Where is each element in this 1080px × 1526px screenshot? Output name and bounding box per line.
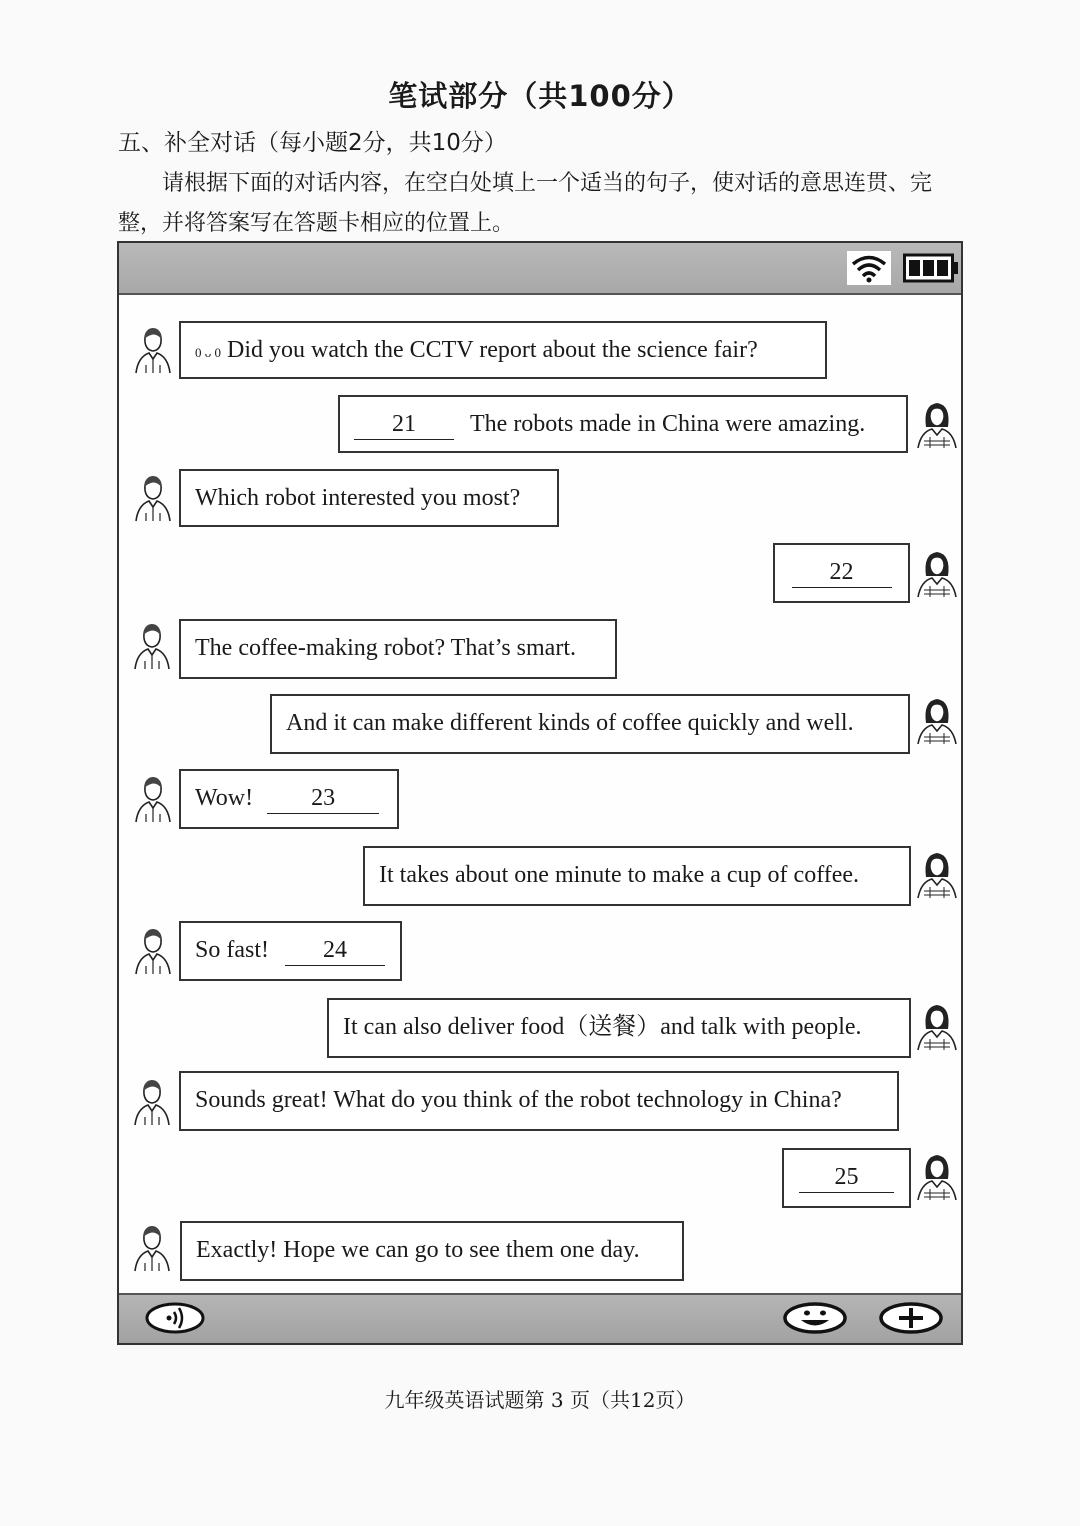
girl-avatar (914, 399, 960, 449)
answer-blank-24: 24 (285, 935, 385, 966)
message-girl-4 (363, 846, 911, 906)
message-girl-3 (270, 694, 910, 754)
page-title: 笔试部分（共100分） (388, 79, 692, 113)
girl-avatar (914, 1001, 960, 1051)
message-text: The coffee-making robot? That’s smart. (195, 635, 576, 661)
message-text: And it can make different kinds of coffee quickly and well. (286, 710, 854, 736)
answer-blank-25: 25 (799, 1162, 894, 1193)
boy-avatar (129, 621, 175, 671)
message-girl-1 (338, 395, 908, 453)
answer-blank-23: 23 (267, 783, 379, 814)
voice-icon[interactable] (145, 1301, 205, 1335)
section-heading: 五、补全对话（每小题2分，共10分） (118, 130, 507, 156)
message-text: Sounds great! What do you think of the robot technology in China? (195, 1087, 842, 1113)
girl-avatar (914, 1151, 960, 1201)
add-icon[interactable] (879, 1301, 943, 1335)
message-text: Exactly! Hope we can go to see them one day. (196, 1237, 640, 1263)
message-boy-4 (179, 769, 399, 829)
boy-avatar (130, 926, 176, 976)
phone-frame (117, 241, 963, 1345)
message-boy-1 (179, 321, 827, 379)
message-girl-2 (773, 543, 910, 603)
message-boy-5 (179, 921, 402, 981)
message-text: It can also deliver food（送餐）and talk with people. (343, 1014, 862, 1040)
boy-avatar (129, 1223, 175, 1273)
answer-blank-21: 21 (354, 409, 454, 440)
boy-avatar (130, 325, 176, 375)
message-boy-7 (180, 1221, 684, 1281)
message-text: Wow! (195, 785, 254, 811)
wifi-icon (847, 251, 891, 285)
instructions-text: 请根据下面的对话内容，在空白处填上一个适当的句子，使对话的意思连贯、完整，并将答案写在答题卡相应的位置上。 (118, 171, 933, 236)
battery-icon (903, 253, 959, 283)
face-mark: 0 ᴗ 0 (195, 345, 221, 360)
message-text: The robots made in China were amazing. (470, 411, 866, 437)
message-boy-6 (179, 1071, 899, 1131)
status-bar (119, 243, 961, 295)
answer-blank-22: 22 (792, 557, 892, 588)
boy-avatar (129, 1077, 175, 1127)
boy-avatar (130, 774, 176, 824)
input-bar (119, 1293, 961, 1343)
message-boy-2 (179, 469, 559, 527)
message-text: Did you watch the CCTV report about the science fair? (227, 337, 758, 363)
emoji-icon[interactable] (783, 1301, 847, 1335)
girl-avatar (914, 849, 960, 899)
message-text: It takes about one minute to make a cup of coffee. (379, 862, 860, 888)
message-text: Which robot interested you most? (195, 485, 521, 511)
boy-avatar (130, 473, 176, 523)
girl-avatar (914, 548, 960, 598)
page-footer: 九年级英语试题第 3 页（共12页） (384, 1388, 696, 1412)
message-text: So fast! (195, 937, 269, 963)
girl-avatar (914, 695, 960, 745)
message-girl-6 (782, 1148, 911, 1208)
message-girl-5 (327, 998, 911, 1058)
message-boy-3 (179, 619, 617, 679)
